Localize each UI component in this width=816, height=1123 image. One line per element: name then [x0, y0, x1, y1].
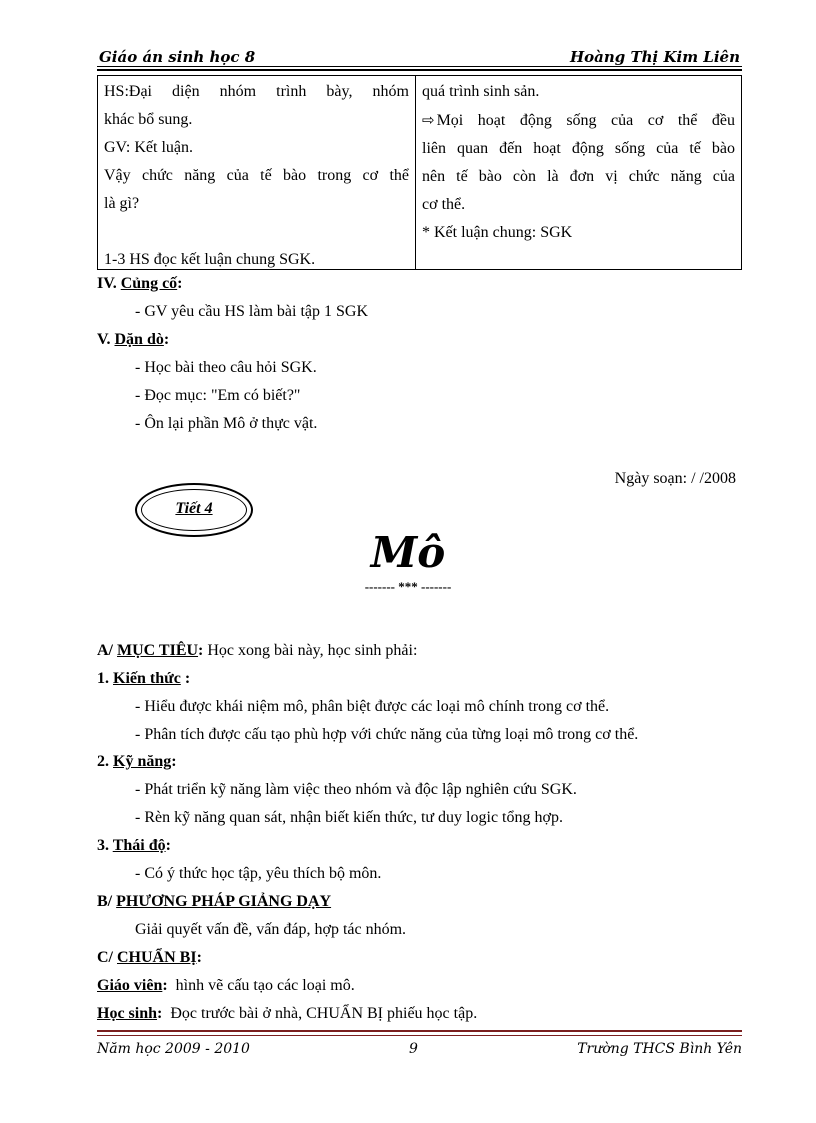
- list-item: - Có ý thức học tập, yêu thích bộ môn.: [135, 865, 382, 882]
- header-rule-thick: [97, 69, 742, 71]
- prep-date: Ngày soạn: / /2008: [614, 470, 736, 487]
- student-prep: Học sinh: Đọc trước bài ở nhà, CHUẨN BỊ phiếu học tập.: [97, 1005, 478, 1022]
- list-item: - Hiểu được khái niệm mô, phân biệt được các loại mô chính trong cơ thể.: [135, 698, 610, 715]
- table-cell-line: 1-3 HS đọc kết luận chung SGK.: [104, 251, 316, 268]
- consolidation-heading: IV. Củng cố:: [97, 275, 183, 292]
- table-cell-line: quá trình sinh sản.: [422, 83, 540, 100]
- section-b-text: Giải quyết vấn đề, vấn đáp, hợp tác nhóm.: [135, 921, 407, 938]
- attitude-heading: 3. Thái độ:: [97, 837, 171, 854]
- skills-heading: 2. Kỹ năng:: [97, 753, 177, 770]
- table-cell-line: GV: Kết luận.: [104, 139, 194, 156]
- table-cell-line: Vậy chức năng của tế bào trong cơ thể: [104, 167, 409, 184]
- table-cell-line: cơ thể.: [422, 196, 466, 213]
- page-number: 9: [409, 1041, 418, 1057]
- page-footer: [97, 1030, 742, 1060]
- list-item: - Phát triển kỹ năng làm việc theo nhóm và độc lập nghiên cứu SGK.: [135, 781, 577, 798]
- footer-school: Trường THCS Bình Yên: [577, 1041, 742, 1057]
- teacher-prep: Giáo viên: hình vẽ cấu tạo các loại mô.: [97, 977, 355, 994]
- activity-table: [97, 75, 742, 270]
- header-right: Hoàng Thị Kim Liên: [569, 48, 740, 66]
- page-header: [97, 46, 742, 68]
- footer-school-year: Năm học 2009 - 2010: [97, 1041, 250, 1057]
- list-item: - Học bài theo câu hỏi SGK.: [135, 359, 317, 376]
- table-left-column: [98, 76, 416, 269]
- lesson-badge-label: Tiết 4: [175, 500, 213, 517]
- table-cell-line: HS:Đại diện nhóm trình bày, nhóm: [104, 83, 409, 100]
- list-item: - Phân tích được cấu tạo phù hợp với chức năng của từng loại mô trong cơ thể.: [135, 726, 639, 743]
- homework-heading: V. Dặn dò:: [97, 331, 170, 348]
- section-b-heading: B/ PHƯƠNG PHÁP GIẢNG DẠY: [97, 893, 332, 910]
- list-item: - Đọc mục: "Em có biết?": [135, 387, 301, 404]
- list-item: - GV yêu cầu HS làm bài tập 1 SGK: [135, 303, 368, 320]
- table-cell-line: khác bổ sung.: [104, 111, 193, 128]
- lesson-title: Mô: [370, 528, 446, 577]
- knowledge-heading: 1. Kiến thức :: [97, 670, 191, 687]
- section-a: A/ MỤC TIÊU: Học xong bài này, học sinh phải:: [97, 642, 418, 659]
- table-cell-line: liên quan đến hoạt động sống của tế bào: [422, 140, 735, 157]
- table-right-column: [416, 76, 741, 269]
- list-item: - Rèn kỹ năng quan sát, nhận biết kiến thức, tư duy logic tổng hợp.: [135, 809, 563, 826]
- table-cell-line: ⇨ Mọi hoạt động sống của cơ thể đều: [422, 106, 735, 135]
- header-left: Giáo án sinh học 8: [99, 48, 256, 66]
- header-rule: [97, 66, 742, 67]
- table-cell-line: là gì?: [104, 195, 140, 212]
- title-separator: ------- *** -------: [364, 579, 452, 594]
- list-item: - Ôn lại phần Mô ở thực vật.: [135, 415, 318, 432]
- section-c-heading: C/ CHUẨN BỊ:: [97, 949, 202, 966]
- table-cell-line: * Kết luận chung: SGK: [422, 224, 573, 241]
- table-cell-line: nên tế bào còn là đơn vị chức năng của: [422, 168, 735, 185]
- arrow-right-icon: ⇨: [422, 111, 435, 129]
